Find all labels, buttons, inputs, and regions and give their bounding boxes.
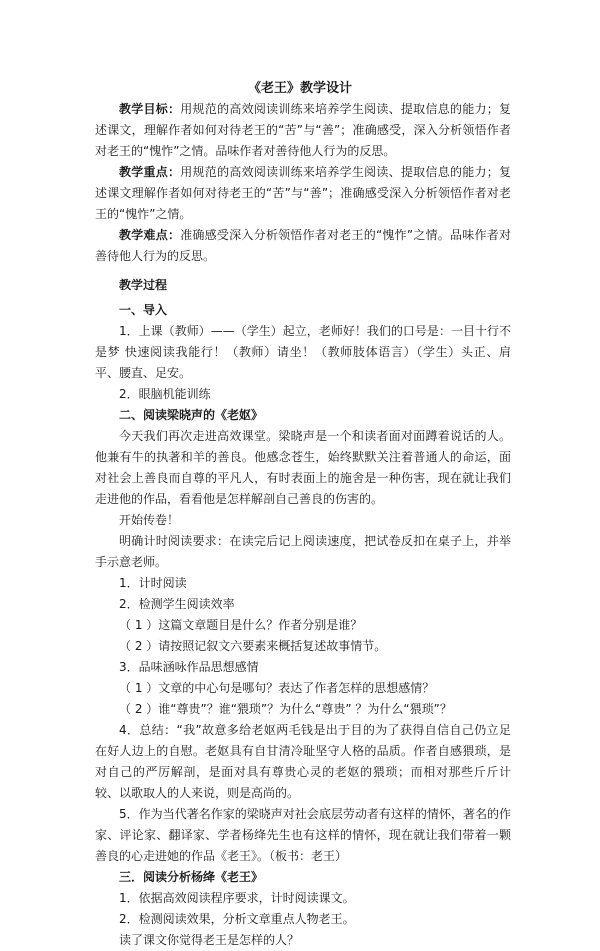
section2-step3: 3．品味涵咏作品思想感情 — [119, 660, 259, 674]
objectives-label: 教学目标： — [119, 102, 181, 116]
section2-q1: （ 1 ）这篇文章题目是什么？作者分别是谁？ — [119, 618, 363, 632]
key-points-text: 用规范的高效阅读训练来培养学生阅读、提取信息的能力；复述课文理解作者如何对待老王的“苦”与“善”；准确感受深入分析领悟作者对老王的“愧怍”之情。 — [95, 165, 511, 221]
section2-start: 开始传卷！ — [119, 513, 180, 527]
section3-item2: 2．检测阅读效果，分析文章重点人物老王。 — [119, 912, 355, 926]
section3-item1: 1．依据高效阅读程序要求，计时阅读课文。 — [119, 891, 355, 905]
section2-heading: 二、阅读梁晓声的《老妪》 — [119, 408, 264, 422]
section1-item1: 1．上课（教师）——（学生）起立，老师好！我们的口号是：一目十行不是梦 快速阅读我能行！（教师）请坐！（教师肢体语言）（学生）头正、肩平、腰直、足安。 — [95, 324, 511, 380]
key-points-paragraph — [95, 162, 511, 225]
objectives-paragraph — [95, 99, 511, 162]
page-title: 《老王》教学设计 — [247, 81, 352, 96]
difficulty-text: 准确感受深入分析领悟作者对老王的“愧怍”之情。品味作者对善待他人行为的反思。 — [95, 228, 511, 263]
section2-requirement: 明确计时阅读要求：在读完后记上阅读速度，把试卷反扣在桌子上，并举手示意老师。 — [95, 534, 511, 569]
section3-heading: 三．阅读分析杨绛《老王》 — [119, 870, 264, 884]
section2-step2: 2．检测学生阅读效率 — [119, 597, 235, 611]
objectives-text: 用规范的高效阅读训练来培养学生阅读、提取信息的能力；复述课文，理解作者如何对待老王的“苦”与“善”；准确感受，深入分析领悟作者对老王的“愧怍”之情。品味作者对善待他人行为的反思。 — [95, 102, 511, 158]
section2-q2: （ 2 ）请按照记叙文六要素来概括复述故事情节。 — [119, 639, 387, 653]
section3-question: 读了课文你觉得老王是怎样的人？ — [119, 933, 300, 947]
process-heading: 教学过程 — [119, 278, 168, 292]
key-points-label: 教学重点： — [119, 165, 181, 179]
section2-q4: （ 2 ）谁“尊贵”？谁“猥琐”？为什么“尊贵” ？为什么“猥琐”？ — [119, 702, 452, 716]
section2-q3: （ 1 ）文章的中心句是哪句？表达了作者怎样的思想感情？ — [119, 681, 435, 695]
section2-step1: 1．计时阅读 — [119, 576, 187, 590]
document-body — [95, 99, 511, 951]
difficulty-paragraph — [95, 225, 511, 267]
section2-summary: 4．总结：“我”故意多给老妪两毛钱是出于目的为了获得自信自己仍立足在好人边上的自慰。老妪具有自甘清冷耻坚守人格的品质。作者自感猥琐，是对自己的严厉解剖，是面对具有尊贵心灵的老妪的猥琐；而相对那些斤斤计较、以歌取人的人来说，则是高尚的。 — [95, 723, 511, 800]
section2-intro: 今天我们再次走进高效课堂。梁晓声是一个和读者面对面蹲着说话的人。他兼有牛的执著和羊的善良。他感念苍生，始终默默关注着普通人的命运，面对社会上善良而自尊的平凡人，有时表面上的施舍是一种伤害，现在就让我们走进他的作品，看看他是怎样解剖自己善良的伤害的。 — [95, 429, 511, 506]
difficulty-label: 教学难点： — [119, 228, 181, 242]
section1-heading: 一、导入 — [119, 303, 168, 317]
section1-item2: 2．眼脑机能训练 — [119, 387, 211, 401]
section2-transition: 5．作为当代著名作家的梁晓声对社会底层劳动者有这样的情怀，著名的作家、评论家、翻译家、学者杨绛先生也有这样的情怀，现在就让我们带着一颗善良的心走进她的作品《老王》。（板书：老王） — [95, 807, 511, 863]
